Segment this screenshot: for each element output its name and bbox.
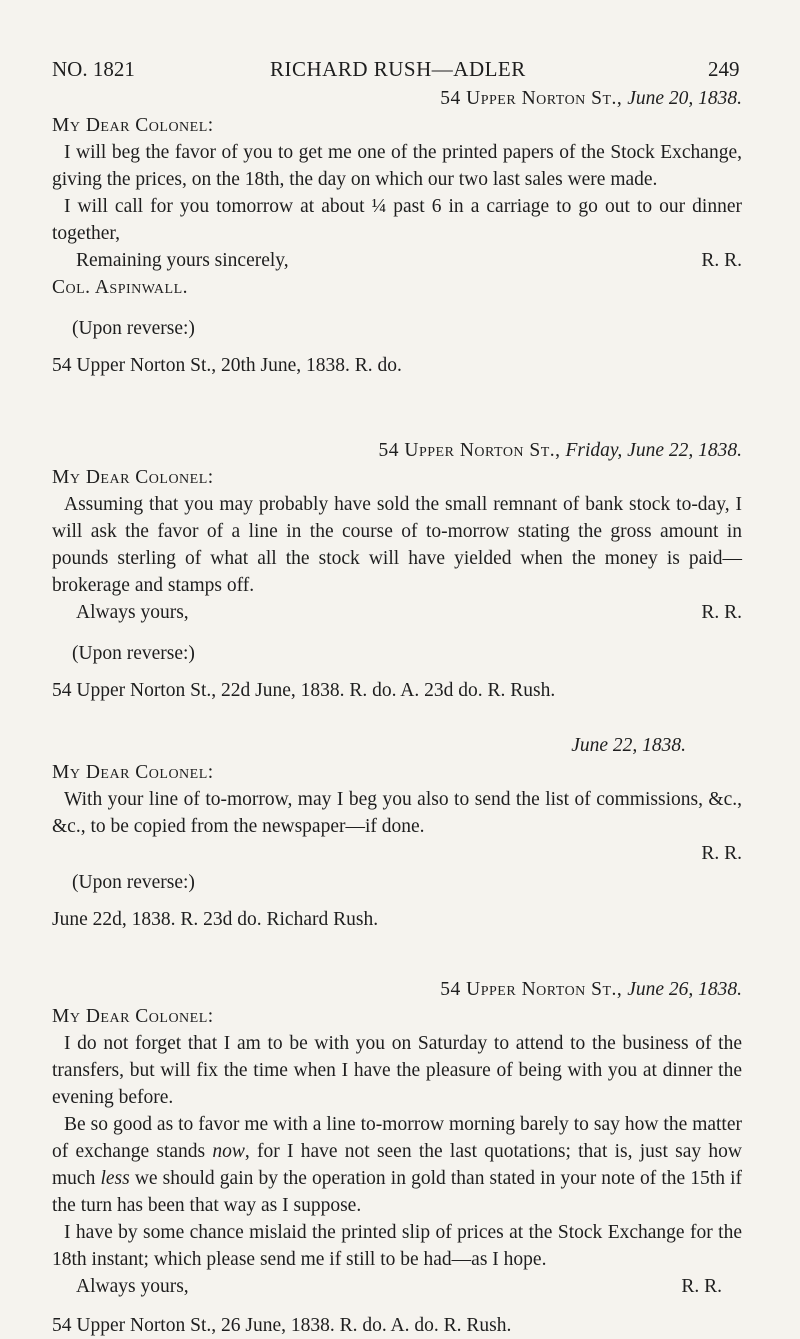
letter-2-closing: Always yours, (76, 602, 189, 623)
letter-4-paragraph: I have by some chance mislaid the printed slip of prices at the Stock Exchange for the 18th instant; which please send me if still to be had—as I hope. (52, 1222, 742, 1270)
letter-3-date: June 22, 1838. (571, 735, 686, 756)
letter-1-reverse-text: 54 Upper Norton St., 20th June, 1838. R. do. (52, 355, 402, 376)
letter-1-addressee: Col. Aspinwall. (52, 277, 189, 298)
letter-4-text: , for I have not seen the last quotations; that is, just say how much (52, 1141, 742, 1189)
letter-1-signature: R. R. (701, 250, 742, 271)
letter-1-place: 54 Upper Norton St., (440, 88, 623, 109)
letter-3-salutation: My Dear Colonel: (52, 762, 214, 783)
letter-1-paragraph: I will beg the favor of you to get me one of the printed papers of the Stock Exchange, giving the prices, on the 18th, the day on which our two last sales were made. (52, 142, 742, 190)
letter-1-salutation: My Dear Colonel: (52, 115, 214, 136)
letter-2-paragraph: Assuming that you may probably have sold the small remnant of bank stock to-day, I will ask the favor of a line in the course of to-morrow stating the gross amount in pounds sterling of what all the stock will have yielded when the money is paid—brokerage and stamps off. (52, 494, 742, 596)
letter-4-place: 54 Upper Norton St., (440, 979, 623, 1000)
letter-4-paragraph (52, 1111, 742, 1219)
letter-4-date: June 26, 1838. (627, 979, 742, 1000)
letter-4-signature: R. R. (681, 1276, 722, 1297)
letter-4 (52, 976, 742, 1339)
letter-4-salutation: My Dear Colonel: (52, 1006, 214, 1027)
letter-3-reverse-text: June 22d, 1838. R. 23d do. Richard Rush. (52, 909, 379, 930)
letter-3-signature: R. R. (701, 843, 742, 864)
letter-4-paragraph: I do not forget that I am to be with you on Saturday to attend to the business of the transfers, but will fix the time when I have the pleasure of being with you at dinner the evening before. (52, 1033, 742, 1108)
page-number: 249 (708, 57, 740, 81)
letter-4-text: we should gain by the operation in gold than stated in your note of the 15th if the turn has been that way as I suppose. (52, 1168, 742, 1216)
document-number: NO. 1821 (52, 57, 135, 81)
letter-1-paragraph: I will call for you tomorrow at about ¼ past 6 in a carriage to go out to our dinner together, (52, 196, 742, 244)
letter-4-reverse-text: 54 Upper Norton St., 26 June, 1838. R. do. A. do. R. Rush. (52, 1315, 512, 1336)
letter-4-closing-line (52, 1273, 742, 1300)
letter-3-dateline (52, 732, 742, 759)
letter-2-closing-line (52, 599, 742, 626)
letter-1-closing-line (52, 247, 742, 274)
running-title: RICHARD RUSH—ADLER (270, 57, 526, 81)
letter-2-reverse-text: 54 Upper Norton St., 22d June, 1838. R. do. A. 23d do. R. Rush. (52, 680, 556, 701)
letter-4-emphasis: less (100, 1168, 130, 1189)
letter-4-emphasis: now (212, 1141, 245, 1162)
letter-2-reverse-label: (Upon reverse:) (72, 643, 195, 664)
letter-2-signature: R. R. (701, 602, 742, 623)
letter-1 (52, 85, 742, 379)
letter-1-closing: Remaining yours sincerely, (76, 250, 289, 271)
letter-2 (52, 437, 742, 704)
letter-4-dateline (52, 976, 742, 1003)
letter-3-reverse-label: (Upon reverse:) (72, 872, 195, 893)
letter-3 (52, 732, 742, 933)
letter-4-text: Be so good as to favor me with a line to-morrow morning barely to say how the matter of exchange stands (52, 1114, 742, 1162)
letter-2-date: Friday, June 22, 1838. (565, 440, 742, 461)
letter-4-closing: Always yours, (76, 1276, 189, 1297)
letter-2-dateline (52, 437, 742, 464)
letter-2-salutation: My Dear Colonel: (52, 467, 214, 488)
letter-1-date: June 20, 1838. (627, 88, 742, 109)
letter-2-place: 54 Upper Norton St., (378, 440, 561, 461)
letter-1-reverse-label: (Upon reverse:) (72, 318, 195, 339)
letter-1-dateline (52, 85, 742, 112)
letter-3-paragraph: With your line of to-morrow, may I beg you also to send the list of commissions, &c., &c., to be copied from the newspaper—if done. (52, 789, 742, 837)
